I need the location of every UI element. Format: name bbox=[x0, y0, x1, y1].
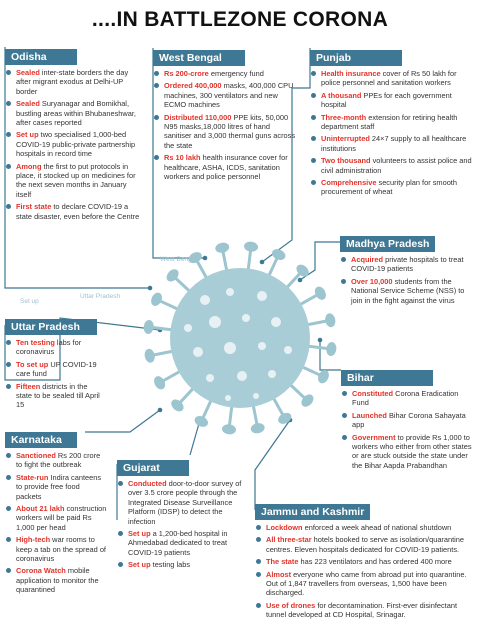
virus-spike-head bbox=[250, 422, 266, 435]
bullet-text: enforced a week ahead of national shutdown bbox=[302, 523, 452, 532]
bullet-text: private hospitals to treat COVID-19 patients bbox=[351, 255, 464, 274]
bullet-text: emergency fund bbox=[208, 69, 264, 78]
bullet-highlight: Uninterrupted bbox=[321, 134, 370, 144]
bullet-text: PPEs for each government hospital bbox=[321, 90, 452, 110]
state-tab-gujarat: Gujarat bbox=[117, 460, 189, 476]
bullet-item bbox=[5, 202, 142, 221]
bullet-text: districts in the state to be sealed till April 15 bbox=[16, 381, 100, 410]
bullet-text: Rs 200 crore to fight the outbreak bbox=[16, 451, 101, 470]
bullet-highlight: Rs 200-crore bbox=[164, 69, 209, 78]
bullet-item bbox=[5, 382, 105, 410]
bullet-item bbox=[117, 560, 247, 569]
bullet-text: hotels booked to serve as isolation/quarantine centres. Eleven hospitals dedicated for COVID-19 patients. bbox=[266, 535, 465, 554]
bullet-item bbox=[310, 113, 477, 132]
virus-spike-head bbox=[324, 312, 337, 328]
bullet-item bbox=[341, 411, 477, 430]
bullet-item bbox=[5, 535, 107, 563]
state-tab-odisha: Odisha bbox=[5, 49, 77, 65]
bullet-text: extension for retiring health department staff bbox=[321, 112, 458, 132]
bullet-item bbox=[153, 153, 296, 181]
bullet-item bbox=[5, 566, 107, 594]
virus-spike-head bbox=[276, 411, 293, 427]
bullet-highlight: Constituted bbox=[352, 389, 394, 398]
odisha-list bbox=[5, 68, 142, 221]
state-tab-punjab: Punjab bbox=[310, 50, 402, 66]
bullet-item bbox=[310, 178, 477, 197]
virus-spike-head bbox=[326, 341, 338, 356]
bullet-text: inter-state borders the day after migrant exodus at Delhi-UP border bbox=[16, 68, 129, 96]
bullet-highlight: Health insurance bbox=[321, 69, 381, 78]
bullet-item bbox=[341, 433, 477, 471]
bullet-text: volunteers to assist police and civil administration bbox=[321, 156, 472, 175]
bullet-highlight: Use of drones bbox=[266, 600, 316, 610]
state-panel-bihar bbox=[341, 368, 477, 473]
gujarat-list bbox=[117, 479, 247, 570]
bullet-text: the first to put protocols in place, it stocked up on medicines for the next seven months in January itself bbox=[16, 161, 136, 199]
bullet-text: to provide Rs 1,000 to workers who either from other states or are stuck outside the state under the Bihar Aapda Prabandhan bbox=[352, 432, 472, 470]
bullet-text: students from the National Service Scheme (NSS) to join in the fight against the virus bbox=[351, 276, 465, 305]
bullet-highlight: Comprehensive bbox=[321, 178, 377, 188]
virus-spike-head bbox=[143, 348, 156, 364]
bullet-highlight: First state bbox=[16, 202, 52, 212]
state-tab-bihar: Bihar bbox=[341, 370, 433, 386]
state-panel-jammu-kashmir bbox=[255, 502, 477, 623]
bullet-highlight: Rs 10 lakh bbox=[164, 153, 201, 163]
bullet-highlight: Set up bbox=[128, 529, 151, 539]
bullet-text: everyone who came from abroad put into quarantine. Out of 1,847 travellers from overseas, 1,500 have been discharged. bbox=[266, 569, 467, 598]
bullet-text: Indira canteens to provide free food packets bbox=[16, 472, 102, 501]
state-panel-madhya-pradesh bbox=[340, 234, 477, 308]
virus-spike-head bbox=[316, 368, 331, 385]
state-panel-gujarat bbox=[117, 458, 247, 573]
faint-label-set-up: Set up bbox=[20, 298, 39, 305]
virus-spike-head bbox=[143, 319, 155, 334]
bullet-highlight: Two thousand bbox=[321, 156, 371, 166]
virus-spike-head bbox=[149, 291, 164, 308]
bullet-item bbox=[117, 529, 247, 557]
virus-spike-head bbox=[214, 241, 230, 254]
bullet-text: door-to-door survey of over 3.5 crore people through the Integrated Disease Surveillance Platform (IDSP) to detect the infection bbox=[128, 479, 242, 526]
bullet-item bbox=[341, 389, 477, 408]
bullet-highlight: Set up bbox=[128, 560, 151, 570]
bullet-item bbox=[117, 479, 247, 526]
virus-spike-head bbox=[243, 241, 258, 253]
bullet-text: Bihar Corona Sahayata app bbox=[352, 410, 466, 430]
bullet-highlight: Government bbox=[352, 432, 396, 442]
state-panel-punjab bbox=[310, 48, 477, 200]
bullet-item bbox=[5, 504, 107, 532]
bullet-item bbox=[153, 81, 296, 109]
bullet-text: health insurance cover for healthcare, ASHA, ICDS, sanitation workers and police personnel bbox=[164, 153, 288, 182]
state-panel-west-bengal bbox=[153, 48, 296, 184]
bullet-item bbox=[153, 113, 296, 151]
bullet-text: Corona Eradication Fund bbox=[352, 389, 459, 408]
bullet-item bbox=[5, 130, 142, 158]
bullet-text: UP COVID-19 care fund bbox=[16, 359, 97, 379]
bullet-text: has 223 ventilators and has ordered 400 more bbox=[298, 557, 452, 567]
punjab-list bbox=[310, 69, 477, 197]
jammu-kashmir-list bbox=[255, 523, 477, 620]
bullet-item bbox=[310, 91, 477, 110]
uttar-pradesh-list bbox=[5, 338, 105, 410]
bullet-item bbox=[255, 570, 477, 598]
bullet-highlight: A thousand bbox=[321, 90, 362, 100]
bullet-highlight: Set up bbox=[16, 130, 39, 140]
bullet-item bbox=[310, 156, 477, 175]
virus-spike-head bbox=[193, 414, 210, 429]
state-tab-uttar-pradesh: Uttar Pradesh bbox=[5, 319, 97, 335]
bullet-item bbox=[255, 557, 477, 566]
bullet-text: for decontamination. First-ever disinfectant tunnel developed at CD Hospital, Srinagar. bbox=[266, 600, 457, 620]
state-panel-uttar-pradesh bbox=[5, 317, 105, 413]
bullet-text: Suryanagar and Bomikhal, bustling areas within Bhubaneshwar, after cases reported bbox=[16, 99, 136, 128]
bullet-text: labs for coronavirus bbox=[16, 338, 82, 357]
bullet-highlight: The state bbox=[266, 557, 299, 567]
state-tab-madhya-pradesh: Madhya Pradesh bbox=[340, 236, 435, 252]
coronavirus-illustration bbox=[143, 241, 337, 435]
virus-spike-head bbox=[221, 424, 236, 436]
west-bengal-list bbox=[153, 69, 296, 181]
virus-spike-head bbox=[313, 285, 329, 302]
bullet-highlight: Sealed bbox=[16, 68, 40, 77]
bullet-highlight: High-tech bbox=[16, 535, 51, 545]
bullet-highlight: All three-star bbox=[266, 535, 312, 545]
faint-label-uttar-pradesh: Uttar Pradesh bbox=[80, 293, 121, 300]
page-title: ....IN BATTLEZONE CORONA bbox=[91, 8, 389, 31]
bullet-highlight: Among bbox=[16, 161, 42, 171]
bullet-highlight: Distributed 110,000 bbox=[164, 112, 232, 122]
state-tab-karnataka: Karnataka bbox=[5, 432, 77, 448]
bullet-text: a 1,200-bed hospital in Ahmedabad dedicated to treat COVID-19 patients bbox=[128, 529, 228, 557]
faint-label-west-bengal: West Bengal bbox=[160, 256, 197, 263]
bullet-highlight: Acquired bbox=[351, 255, 384, 264]
bullet-item bbox=[5, 360, 105, 379]
karnataka-list bbox=[5, 451, 107, 595]
bullet-text: security plan for smooth procurement of wheat bbox=[321, 178, 457, 197]
bullet-highlight: Corona Watch bbox=[16, 566, 66, 576]
bullet-highlight: Sealed bbox=[16, 99, 40, 109]
bullet-highlight: Fifteen bbox=[16, 381, 41, 391]
state-tab-west-bengal: West Bengal bbox=[153, 50, 245, 66]
bullet-item bbox=[310, 134, 477, 153]
bullet-item bbox=[310, 69, 477, 88]
bullet-highlight: To set up bbox=[16, 359, 49, 369]
state-panel-karnataka bbox=[5, 430, 107, 598]
bullet-item bbox=[340, 255, 477, 274]
bullet-text: war rooms to keep a tab on the spread of coronavirus bbox=[16, 535, 106, 564]
bullet-item bbox=[153, 69, 296, 78]
bullet-highlight: Launched bbox=[352, 410, 387, 420]
bihar-list bbox=[341, 389, 477, 470]
virus-spike-head bbox=[152, 374, 168, 391]
bullet-highlight: Almost bbox=[266, 569, 292, 579]
bullet-highlight: State-run bbox=[16, 472, 49, 482]
bullet-highlight: Three-month bbox=[321, 112, 367, 122]
bullet-text: construction workers will be paid Rs 1,000 per head bbox=[16, 504, 107, 532]
bullet-item bbox=[5, 451, 107, 470]
bullet-item bbox=[5, 338, 105, 357]
bullet-highlight: Over 10,000 bbox=[351, 276, 393, 286]
bullet-item bbox=[5, 68, 142, 96]
bullet-highlight: Lockdown bbox=[266, 523, 303, 532]
state-tab-jammu-kashmir: Jammu and Kashmir bbox=[255, 504, 370, 520]
bullet-text: mobile application to monitor the quarantined bbox=[16, 566, 99, 595]
bullet-text: two specialised 1,000-bed COVID-19 public-private partnership hospitals in record time bbox=[16, 130, 136, 159]
bullet-item bbox=[255, 535, 477, 554]
bullet-text: PPE kits, 50,000 N95 masks,18,000 litres of hand sanitiser and 3,000 thermal guns across the state bbox=[164, 112, 296, 150]
bullet-item bbox=[5, 473, 107, 501]
bullet-highlight: Ten testing bbox=[16, 338, 55, 347]
bullet-text: to declare COVID-19 a state disaster, even before the Centre bbox=[16, 202, 140, 221]
bullet-item bbox=[5, 162, 142, 200]
bullet-text: masks, 400,000 CPU machines, 300 ventilators and new ECMO machines bbox=[164, 81, 294, 110]
bullet-highlight: Sanctioned bbox=[16, 451, 56, 460]
bullet-text: testing labs bbox=[150, 560, 191, 570]
bullet-item bbox=[255, 601, 477, 620]
bullet-highlight: About 21 lakh bbox=[16, 504, 65, 514]
bullet-item bbox=[340, 277, 477, 305]
state-panel-odisha bbox=[5, 47, 142, 224]
bullet-highlight: Conducted bbox=[128, 479, 167, 488]
bullet-text: 24×7 supply to all healthcare institutions bbox=[321, 134, 467, 153]
bullet-text: cover of Rs 50 lakh for police personnel and sanitation workers bbox=[321, 69, 457, 88]
madhya-pradesh-list bbox=[340, 255, 477, 305]
bullet-item bbox=[255, 523, 477, 532]
bullet-highlight: Ordered 400,000 bbox=[164, 81, 222, 91]
bullet-item bbox=[5, 99, 142, 127]
